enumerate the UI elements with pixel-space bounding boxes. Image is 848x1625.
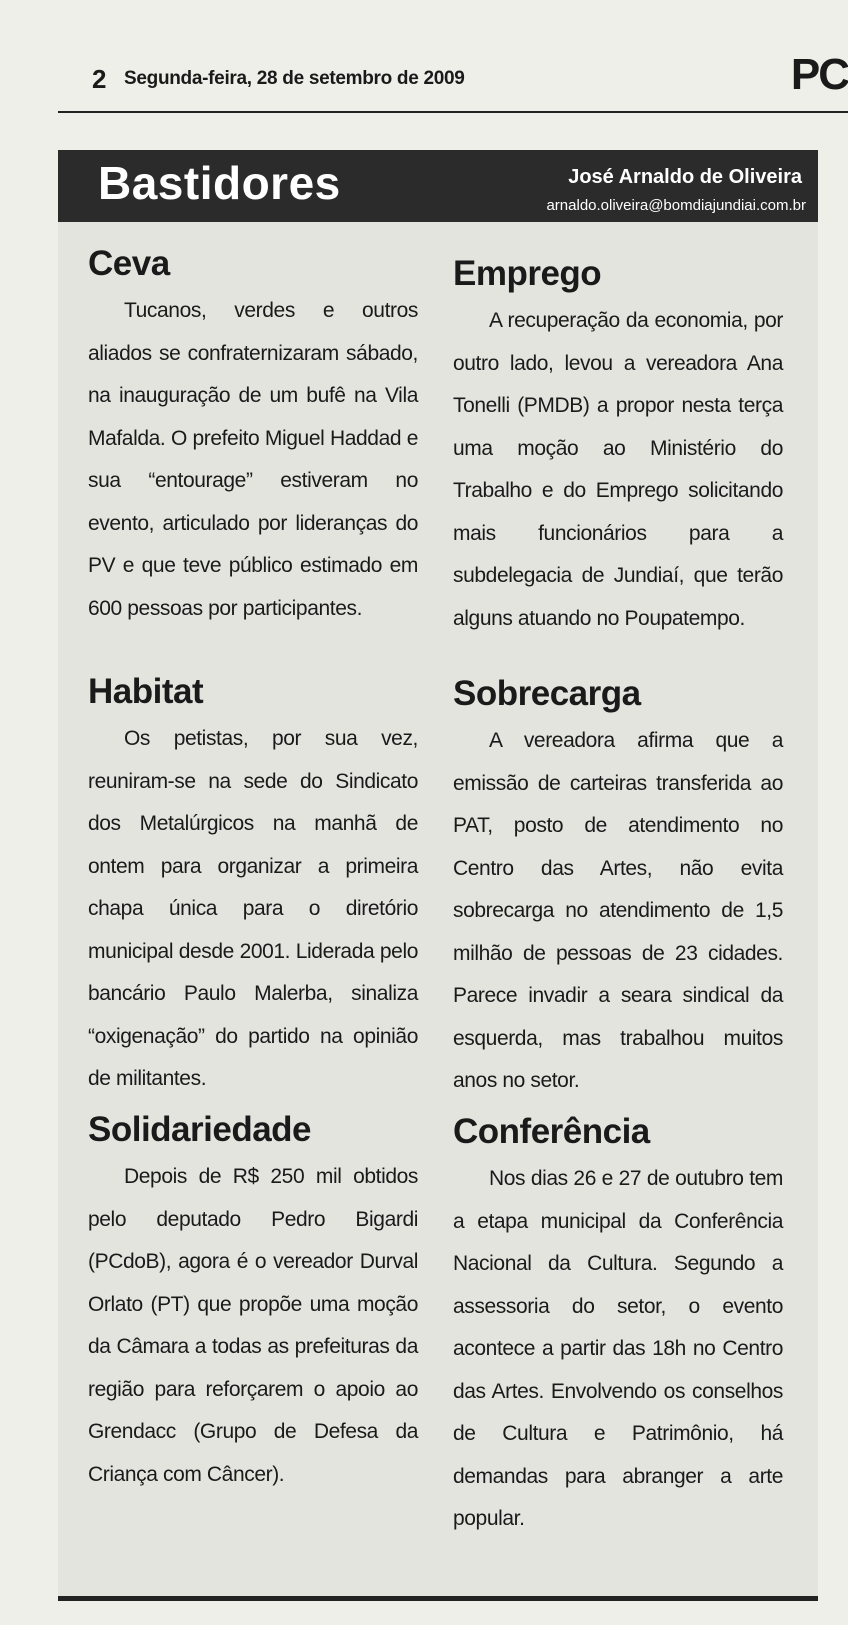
note-ceva	[88, 242, 418, 630]
note-body: Tucanos, verdes e outros aliados se confraternizaram sábado, na inauguração de um bufê na Vila Mafalda. O prefeito Miguel Haddad e sua “entourage” estiveram no evento, articulado por lideranças do PV e que teve público estimado em 600 pessoas por participantes.	[88, 299, 418, 620]
note-title: Sobrecarga	[453, 674, 641, 713]
page-header	[62, 52, 848, 108]
note-title: Solidariedade	[88, 1110, 312, 1149]
note-sobrecarga	[453, 672, 783, 1103]
note-emprego	[453, 252, 783, 640]
note-conferencia	[453, 1110, 783, 1541]
footer-rule	[58, 1596, 818, 1601]
note-body: Nos dias 26 e 27 de outubro tem a etapa municipal da Conferência Nacional da Cultura. Segundo a assessoria do setor, o evento acontece a partir das 18h no Centro das Artes. Envolvendo os conselhos de Cultura e Patrimônio, há demandas para abranger a arte popular.	[453, 1167, 783, 1530]
page-number: 2	[92, 64, 107, 94]
note-body: A recuperação da economia, por outro lado, levou a vereadora Ana Tonelli (PMDB) a propor nesta terça uma moção ao Ministério do Trabalho e do Emprego solicitando mais funcionários para a subdelegacia de Jundiaí, que terão alguns atuando no Poupatempo.	[453, 309, 783, 630]
publication-date: Segunda-feira, 28 de setembro de 2009	[124, 68, 465, 89]
note-body: A vereadora afirma que a emissão de carteiras transferida ao PAT, posto de atendimento no Centro das Artes, não evita sobrecarga no atendimento de 1,5 milhão de pessoas de 23 cidades. Parece invadir a seara sindical da esquerda, mas trabalhou muitos anos no setor.	[453, 729, 783, 1092]
note-title: Habitat	[88, 672, 204, 711]
header-rule	[58, 111, 848, 113]
note-solidariedade	[88, 1108, 418, 1496]
note-title: Emprego	[453, 254, 602, 293]
author-name: José Arnaldo de Oliveira	[568, 166, 802, 188]
author-email: arnaldo.oliveira@bomdiajundiai.com.br	[546, 197, 806, 214]
note-title: Ceva	[88, 244, 170, 283]
column-body	[58, 222, 818, 1597]
note-habitat	[88, 670, 418, 1101]
note-title: Conferência	[453, 1112, 650, 1151]
column-title: Bastidores	[98, 157, 341, 209]
note-body: Depois de R$ 250 mil obtidos pelo deputado Pedro Bigardi (PCdoB), agora é o vereador Durval Orlato (PT) que propõe uma moção da Câmara a todas as prefeituras da região para reforçarem o apoio ao Grendacc (Grupo de Defesa da Criança com Câncer).	[88, 1165, 418, 1486]
note-body: Os petistas, por sua vez, reuniram-se na sede do Sindicato dos Metalúrgicos na manhã de ontem para organizar a primeira chapa única para o diretório municipal desde 2001. Liderada pelo bancário Paulo Malerba, sinaliza “oxigenação” do partido na opinião de militantes.	[88, 727, 418, 1090]
column-banner	[58, 150, 818, 222]
adjacent-page-fragment: PC	[790, 50, 848, 99]
